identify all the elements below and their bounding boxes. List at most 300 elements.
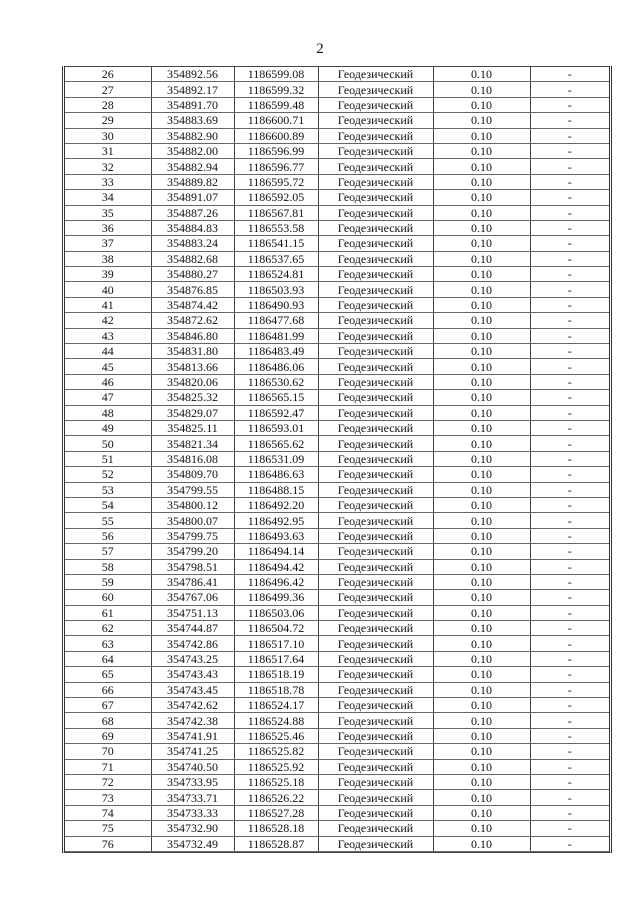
coordinate-x-cell: 354820.06 — [151, 374, 234, 389]
precision-cell: 0.10 — [433, 451, 530, 466]
coordinate-x-cell: 354829.07 — [151, 405, 234, 420]
precision-cell: 0.10 — [433, 251, 530, 266]
point-number-cell: 57 — [65, 544, 151, 559]
note-cell: - — [530, 374, 609, 389]
method-cell: Геодезический — [318, 805, 433, 820]
table-row — [65, 174, 609, 189]
note-cell: - — [530, 574, 609, 589]
table-row — [65, 251, 609, 266]
method-cell: Геодезический — [318, 220, 433, 235]
table-row — [65, 759, 609, 774]
method-cell: Геодезический — [318, 344, 433, 359]
point-number-cell: 52 — [65, 467, 151, 482]
coordinate-y-cell: 1186486.06 — [234, 359, 318, 374]
coordinate-y-cell: 1186517.10 — [234, 636, 318, 651]
point-number-cell: 63 — [65, 636, 151, 651]
point-number-cell: 47 — [65, 390, 151, 405]
note-cell: - — [530, 190, 609, 205]
coordinate-y-cell: 1186596.77 — [234, 159, 318, 174]
coordinate-x-cell: 354816.08 — [151, 451, 234, 466]
table-row — [65, 236, 609, 251]
method-cell: Геодезический — [318, 143, 433, 158]
table-row — [65, 574, 609, 589]
method-cell: Геодезический — [318, 436, 433, 451]
point-number-cell: 59 — [65, 574, 151, 589]
point-number-cell: 32 — [65, 159, 151, 174]
precision-cell: 0.10 — [433, 821, 530, 836]
note-cell: - — [530, 82, 609, 97]
method-cell: Геодезический — [318, 128, 433, 143]
coordinate-x-cell: 354741.25 — [151, 744, 234, 759]
method-cell: Геодезический — [318, 667, 433, 682]
table-row — [65, 682, 609, 697]
table-row — [65, 205, 609, 220]
coordinate-x-cell: 354742.62 — [151, 698, 234, 713]
note-cell: - — [530, 313, 609, 328]
precision-cell: 0.10 — [433, 359, 530, 374]
precision-cell: 0.10 — [433, 236, 530, 251]
point-number-cell: 37 — [65, 236, 151, 251]
precision-cell: 0.10 — [433, 528, 530, 543]
precision-cell: 0.10 — [433, 313, 530, 328]
coordinate-x-cell: 354742.38 — [151, 713, 234, 728]
coordinate-y-cell: 1186599.32 — [234, 82, 318, 97]
coordinate-x-cell: 354892.17 — [151, 82, 234, 97]
precision-cell: 0.10 — [433, 497, 530, 512]
coordinate-x-cell: 354732.49 — [151, 836, 234, 851]
point-number-cell: 30 — [65, 128, 151, 143]
note-cell: - — [530, 344, 609, 359]
coordinate-x-cell: 354880.27 — [151, 267, 234, 282]
note-cell: - — [530, 359, 609, 374]
coordinate-y-cell: 1186531.09 — [234, 451, 318, 466]
table-row — [65, 605, 609, 620]
coordinate-y-cell: 1186537.65 — [234, 251, 318, 266]
coordinate-y-cell: 1186499.36 — [234, 590, 318, 605]
coordinate-y-cell: 1186600.71 — [234, 113, 318, 128]
coordinate-y-cell: 1186592.05 — [234, 190, 318, 205]
precision-cell: 0.10 — [433, 559, 530, 574]
table-row — [65, 836, 609, 851]
method-cell: Геодезический — [318, 267, 433, 282]
point-number-cell: 75 — [65, 821, 151, 836]
point-number-cell: 73 — [65, 790, 151, 805]
precision-cell: 0.10 — [433, 790, 530, 805]
method-cell: Геодезический — [318, 574, 433, 589]
note-cell: - — [530, 436, 609, 451]
note-cell: - — [530, 636, 609, 651]
coordinate-x-cell: 354733.71 — [151, 790, 234, 805]
note-cell: - — [530, 744, 609, 759]
coordinate-y-cell: 1186486.63 — [234, 467, 318, 482]
coordinate-y-cell: 1186488.15 — [234, 482, 318, 497]
note-cell: - — [530, 621, 609, 636]
note-cell: - — [530, 143, 609, 158]
coordinate-x-cell: 354882.90 — [151, 128, 234, 143]
precision-cell: 0.10 — [433, 836, 530, 851]
precision-cell: 0.10 — [433, 113, 530, 128]
precision-cell: 0.10 — [433, 282, 530, 297]
point-number-cell: 39 — [65, 267, 151, 282]
table-row — [65, 359, 609, 374]
coordinate-y-cell: 1186483.49 — [234, 344, 318, 359]
coordinate-y-cell: 1186541.15 — [234, 236, 318, 251]
note-cell: - — [530, 451, 609, 466]
note-cell: - — [530, 836, 609, 851]
method-cell: Геодезический — [318, 251, 433, 266]
note-cell: - — [530, 774, 609, 789]
coordinate-y-cell: 1186599.08 — [234, 67, 318, 82]
note-cell: - — [530, 713, 609, 728]
coordinate-y-cell: 1186565.62 — [234, 436, 318, 451]
method-cell: Геодезический — [318, 190, 433, 205]
method-cell: Геодезический — [318, 836, 433, 851]
method-cell: Геодезический — [318, 605, 433, 620]
note-cell: - — [530, 297, 609, 312]
precision-cell: 0.10 — [433, 636, 530, 651]
point-number-cell: 62 — [65, 621, 151, 636]
coordinate-x-cell: 354891.07 — [151, 190, 234, 205]
table-row — [65, 559, 609, 574]
note-cell: - — [530, 282, 609, 297]
table-row — [65, 667, 609, 682]
precision-cell: 0.10 — [433, 574, 530, 589]
point-number-cell: 53 — [65, 482, 151, 497]
coordinate-x-cell: 354883.69 — [151, 113, 234, 128]
precision-cell: 0.10 — [433, 482, 530, 497]
table-row — [65, 698, 609, 713]
coordinate-x-cell: 354874.42 — [151, 297, 234, 312]
note-cell: - — [530, 605, 609, 620]
point-number-cell: 70 — [65, 744, 151, 759]
precision-cell: 0.10 — [433, 467, 530, 482]
note-cell: - — [530, 651, 609, 666]
coordinate-x-cell: 354743.45 — [151, 682, 234, 697]
point-number-cell: 42 — [65, 313, 151, 328]
point-number-cell: 31 — [65, 143, 151, 158]
note-cell: - — [530, 174, 609, 189]
point-number-cell: 55 — [65, 513, 151, 528]
point-number-cell: 58 — [65, 559, 151, 574]
coordinate-x-cell: 354743.25 — [151, 651, 234, 666]
table-row — [65, 636, 609, 651]
point-number-cell: 74 — [65, 805, 151, 820]
method-cell: Геодезический — [318, 82, 433, 97]
point-number-cell: 46 — [65, 374, 151, 389]
precision-cell: 0.10 — [433, 605, 530, 620]
method-cell: Геодезический — [318, 374, 433, 389]
coordinate-x-cell: 354733.33 — [151, 805, 234, 820]
coordinates-table — [65, 66, 609, 852]
coordinate-x-cell: 354742.86 — [151, 636, 234, 651]
coordinate-x-cell: 354732.90 — [151, 821, 234, 836]
point-number-cell: 48 — [65, 405, 151, 420]
note-cell: - — [530, 159, 609, 174]
coordinate-x-cell: 354887.26 — [151, 205, 234, 220]
coordinate-y-cell: 1186525.92 — [234, 759, 318, 774]
precision-cell: 0.10 — [433, 97, 530, 112]
method-cell: Геодезический — [318, 405, 433, 420]
note-cell: - — [530, 467, 609, 482]
table-row — [65, 328, 609, 343]
coordinate-x-cell: 354809.70 — [151, 467, 234, 482]
note-cell: - — [530, 821, 609, 836]
method-cell: Геодезический — [318, 559, 433, 574]
note-cell: - — [530, 236, 609, 251]
precision-cell: 0.10 — [433, 328, 530, 343]
precision-cell: 0.10 — [433, 374, 530, 389]
table-row — [65, 651, 609, 666]
table-row — [65, 713, 609, 728]
point-number-cell: 45 — [65, 359, 151, 374]
note-cell: - — [530, 405, 609, 420]
point-number-cell: 76 — [65, 836, 151, 851]
precision-cell: 0.10 — [433, 698, 530, 713]
coordinate-y-cell: 1186518.78 — [234, 682, 318, 697]
note-cell: - — [530, 390, 609, 405]
coordinate-y-cell: 1186600.89 — [234, 128, 318, 143]
note-cell: - — [530, 667, 609, 682]
coordinate-x-cell: 354825.11 — [151, 420, 234, 435]
method-cell: Геодезический — [318, 328, 433, 343]
table-row — [65, 467, 609, 482]
coordinate-y-cell: 1186528.87 — [234, 836, 318, 851]
coordinate-y-cell: 1186599.48 — [234, 97, 318, 112]
table-row — [65, 282, 609, 297]
method-cell: Геодезический — [318, 544, 433, 559]
table-row — [65, 744, 609, 759]
coordinates-table-frame — [62, 66, 612, 853]
coordinate-x-cell: 354813.66 — [151, 359, 234, 374]
table-row — [65, 790, 609, 805]
note-cell: - — [530, 559, 609, 574]
note-cell: - — [530, 497, 609, 512]
note-cell: - — [530, 790, 609, 805]
method-cell: Геодезический — [318, 513, 433, 528]
table-row — [65, 420, 609, 435]
point-number-cell: 67 — [65, 698, 151, 713]
coordinate-x-cell: 354751.13 — [151, 605, 234, 620]
note-cell: - — [530, 698, 609, 713]
method-cell: Геодезический — [318, 728, 433, 743]
point-number-cell: 50 — [65, 436, 151, 451]
point-number-cell: 43 — [65, 328, 151, 343]
coordinate-x-cell: 354872.62 — [151, 313, 234, 328]
method-cell: Геодезический — [318, 313, 433, 328]
point-number-cell: 54 — [65, 497, 151, 512]
coordinate-y-cell: 1186490.93 — [234, 297, 318, 312]
precision-cell: 0.10 — [433, 420, 530, 435]
precision-cell: 0.10 — [433, 590, 530, 605]
coordinate-x-cell: 354799.75 — [151, 528, 234, 543]
point-number-cell: 41 — [65, 297, 151, 312]
coordinate-x-cell: 354882.68 — [151, 251, 234, 266]
precision-cell: 0.10 — [433, 67, 530, 82]
point-number-cell: 38 — [65, 251, 151, 266]
point-number-cell: 44 — [65, 344, 151, 359]
precision-cell: 0.10 — [433, 544, 530, 559]
table-row — [65, 313, 609, 328]
precision-cell: 0.10 — [433, 344, 530, 359]
point-number-cell: 71 — [65, 759, 151, 774]
point-number-cell: 56 — [65, 528, 151, 543]
note-cell: - — [530, 420, 609, 435]
method-cell: Геодезический — [318, 205, 433, 220]
method-cell: Геодезический — [318, 67, 433, 82]
table-row — [65, 805, 609, 820]
coordinate-y-cell: 1186504.72 — [234, 621, 318, 636]
coordinate-y-cell: 1186524.88 — [234, 713, 318, 728]
coordinate-y-cell: 1186593.01 — [234, 420, 318, 435]
method-cell: Геодезический — [318, 713, 433, 728]
coordinate-y-cell: 1186503.06 — [234, 605, 318, 620]
precision-cell: 0.10 — [433, 667, 530, 682]
table-row — [65, 267, 609, 282]
coordinate-x-cell: 354883.24 — [151, 236, 234, 251]
note-cell: - — [530, 682, 609, 697]
table-row — [65, 159, 609, 174]
coordinate-x-cell: 354891.70 — [151, 97, 234, 112]
method-cell: Геодезический — [318, 113, 433, 128]
coordinates-table-body — [65, 67, 609, 852]
coordinate-y-cell: 1186503.93 — [234, 282, 318, 297]
precision-cell: 0.10 — [433, 82, 530, 97]
coordinate-y-cell: 1186530.62 — [234, 374, 318, 389]
coordinate-y-cell: 1186494.14 — [234, 544, 318, 559]
table-row — [65, 544, 609, 559]
precision-cell: 0.10 — [433, 513, 530, 528]
coordinate-y-cell: 1186518.19 — [234, 667, 318, 682]
table-row — [65, 436, 609, 451]
point-number-cell: 36 — [65, 220, 151, 235]
note-cell: - — [530, 482, 609, 497]
coordinate-x-cell: 354800.12 — [151, 497, 234, 512]
coordinate-x-cell: 354800.07 — [151, 513, 234, 528]
precision-cell: 0.10 — [433, 390, 530, 405]
coordinate-y-cell: 1186596.99 — [234, 143, 318, 158]
coordinate-y-cell: 1186493.63 — [234, 528, 318, 543]
coordinate-x-cell: 354884.83 — [151, 220, 234, 235]
method-cell: Геодезический — [318, 682, 433, 697]
coordinate-x-cell: 354743.43 — [151, 667, 234, 682]
point-number-cell: 34 — [65, 190, 151, 205]
coordinate-y-cell: 1186517.64 — [234, 651, 318, 666]
coordinate-x-cell: 354786.41 — [151, 574, 234, 589]
point-number-cell: 60 — [65, 590, 151, 605]
coordinate-x-cell: 354799.55 — [151, 482, 234, 497]
table-row — [65, 220, 609, 235]
coordinate-y-cell: 1186592.47 — [234, 405, 318, 420]
coordinate-y-cell: 1186492.20 — [234, 497, 318, 512]
point-number-cell: 26 — [65, 67, 151, 82]
method-cell: Геодезический — [318, 821, 433, 836]
coordinate-y-cell: 1186524.81 — [234, 267, 318, 282]
table-row — [65, 497, 609, 512]
precision-cell: 0.10 — [433, 713, 530, 728]
precision-cell: 0.10 — [433, 651, 530, 666]
coordinate-x-cell: 354767.06 — [151, 590, 234, 605]
coordinate-x-cell: 354799.20 — [151, 544, 234, 559]
note-cell: - — [530, 113, 609, 128]
method-cell: Геодезический — [318, 621, 433, 636]
note-cell: - — [530, 728, 609, 743]
note-cell: - — [530, 97, 609, 112]
table-row — [65, 728, 609, 743]
coordinate-x-cell: 354889.82 — [151, 174, 234, 189]
coordinate-y-cell: 1186525.46 — [234, 728, 318, 743]
table-row — [65, 82, 609, 97]
note-cell: - — [530, 328, 609, 343]
point-number-cell: 69 — [65, 728, 151, 743]
table-row — [65, 590, 609, 605]
note-cell: - — [530, 205, 609, 220]
precision-cell: 0.10 — [433, 621, 530, 636]
method-cell: Геодезический — [318, 97, 433, 112]
coordinate-y-cell: 1186525.82 — [234, 744, 318, 759]
coordinate-x-cell: 354876.85 — [151, 282, 234, 297]
note-cell: - — [530, 805, 609, 820]
method-cell: Геодезический — [318, 790, 433, 805]
coordinate-x-cell: 354892.56 — [151, 67, 234, 82]
precision-cell: 0.10 — [433, 759, 530, 774]
method-cell: Геодезический — [318, 759, 433, 774]
coordinate-x-cell: 354882.00 — [151, 143, 234, 158]
coordinate-y-cell: 1186526.22 — [234, 790, 318, 805]
table-row — [65, 143, 609, 158]
page-number: 2 — [316, 41, 324, 57]
precision-cell: 0.10 — [433, 774, 530, 789]
method-cell: Геодезический — [318, 359, 433, 374]
table-row — [65, 344, 609, 359]
coordinate-x-cell: 354744.87 — [151, 621, 234, 636]
precision-cell: 0.10 — [433, 297, 530, 312]
method-cell: Геодезический — [318, 467, 433, 482]
table-row — [65, 451, 609, 466]
point-number-cell: 61 — [65, 605, 151, 620]
precision-cell: 0.10 — [433, 728, 530, 743]
method-cell: Геодезический — [318, 420, 433, 435]
coordinate-y-cell: 1186496.42 — [234, 574, 318, 589]
point-number-cell: 33 — [65, 174, 151, 189]
method-cell: Геодезический — [318, 159, 433, 174]
table-row — [65, 374, 609, 389]
method-cell: Геодезический — [318, 528, 433, 543]
point-number-cell: 40 — [65, 282, 151, 297]
precision-cell: 0.10 — [433, 436, 530, 451]
coordinate-y-cell: 1186567.81 — [234, 205, 318, 220]
coordinate-x-cell: 354741.91 — [151, 728, 234, 743]
precision-cell: 0.10 — [433, 174, 530, 189]
table-row — [65, 528, 609, 543]
coordinate-x-cell: 354798.51 — [151, 559, 234, 574]
precision-cell: 0.10 — [433, 267, 530, 282]
table-row — [65, 190, 609, 205]
precision-cell: 0.10 — [433, 190, 530, 205]
note-cell: - — [530, 759, 609, 774]
method-cell: Геодезический — [318, 651, 433, 666]
precision-cell: 0.10 — [433, 805, 530, 820]
method-cell: Геодезический — [318, 297, 433, 312]
point-number-cell: 64 — [65, 651, 151, 666]
coordinate-y-cell: 1186477.68 — [234, 313, 318, 328]
method-cell: Геодезический — [318, 236, 433, 251]
precision-cell: 0.10 — [433, 159, 530, 174]
point-number-cell: 27 — [65, 82, 151, 97]
table-row — [65, 128, 609, 143]
method-cell: Геодезический — [318, 174, 433, 189]
table-row — [65, 774, 609, 789]
precision-cell: 0.10 — [433, 682, 530, 697]
